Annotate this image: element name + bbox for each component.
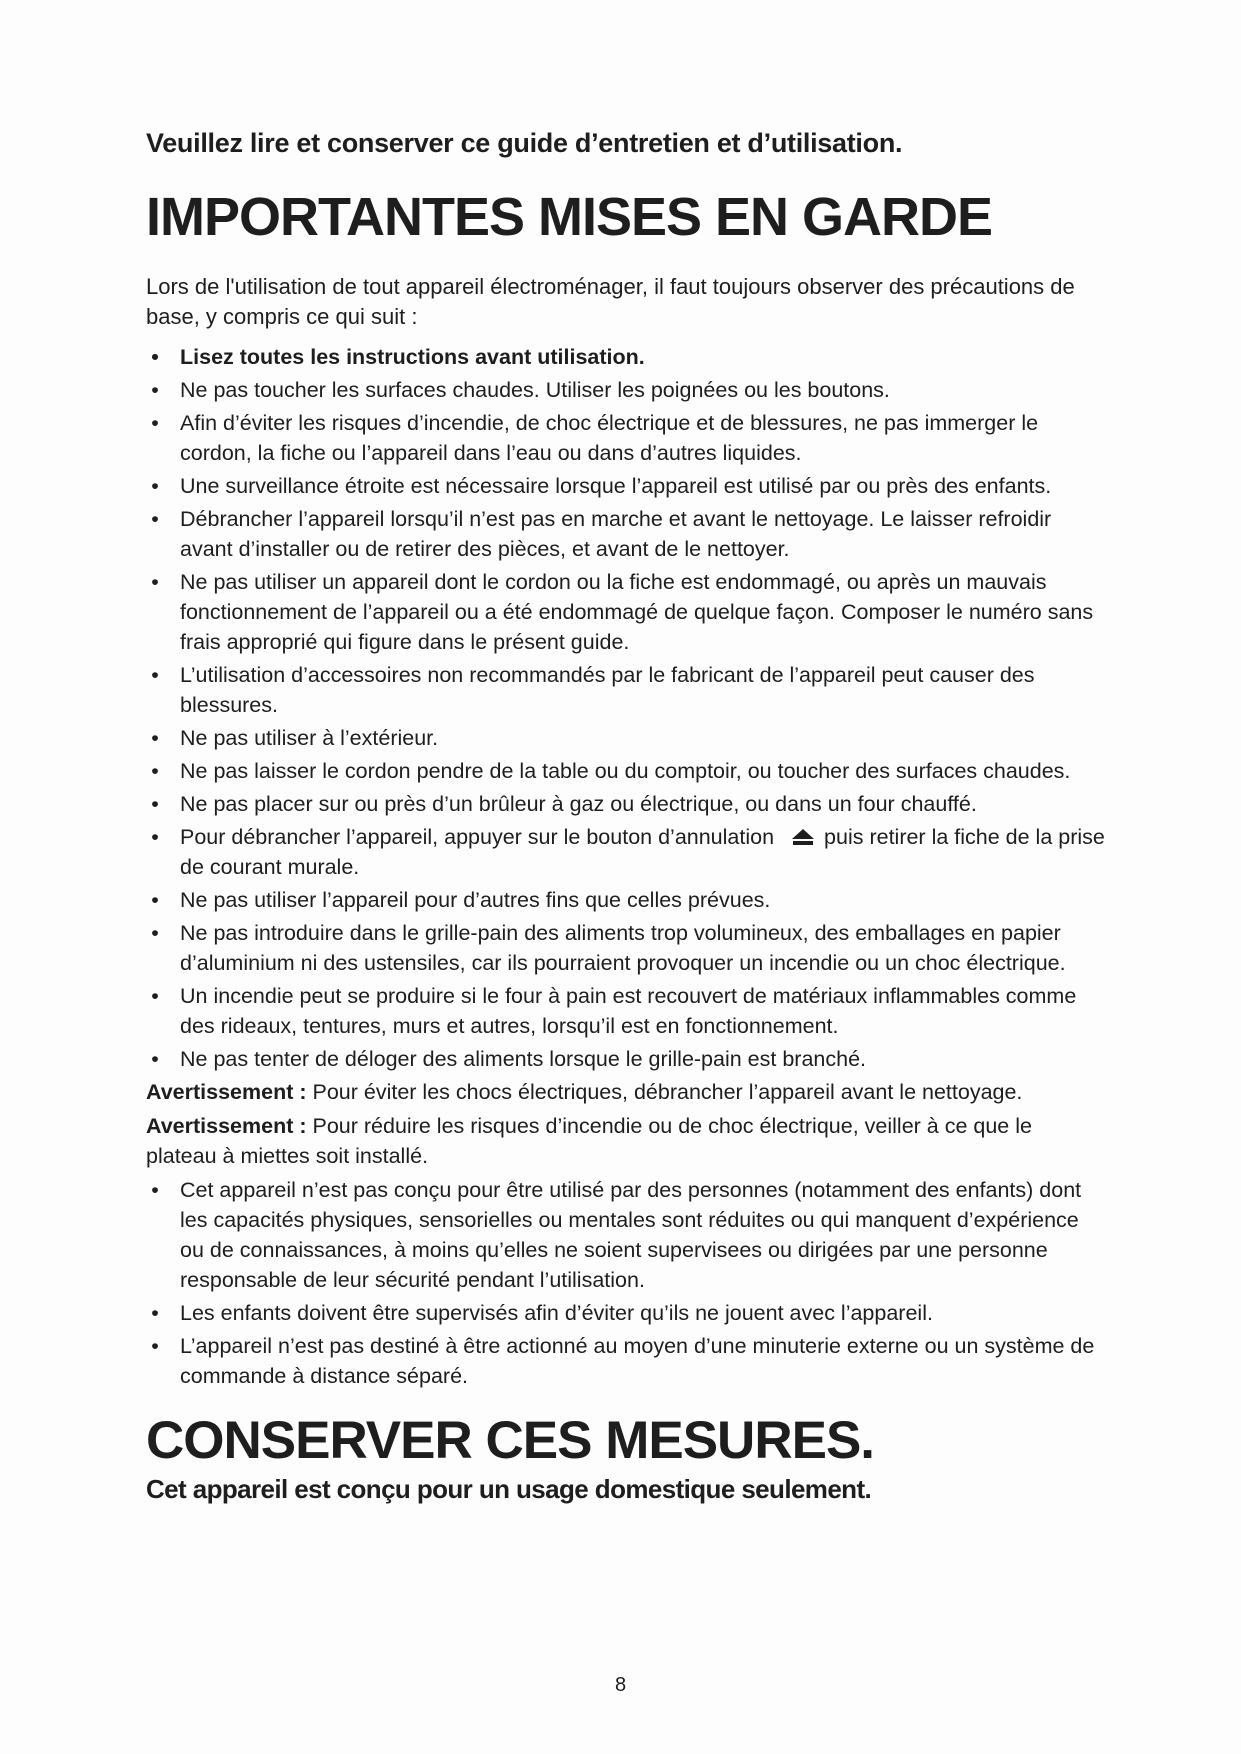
warning-item: • Ne pas utiliser à l’extérieur. (151, 725, 439, 750)
closing-title: CONSERVER CES MESURES. (146, 1410, 875, 1470)
warning-item: • Ne pas introduire dans le grille-pain des aliments trop volumineux, des emballages en papier d’aluminium ni des ustensiles, car ils pourraient provoquer un incendie ou un choc électrique. (151, 920, 1066, 975)
warnings-list-2 (146, 1175, 1106, 1391)
warning-item: • Débrancher l’appareil lorsqu’il n’est pas en marche et avant le nettoyage. Le laisser refroidir avant d’installer ou de retirer des pièces, et avant de le nettoyer. (151, 506, 1052, 561)
lead-paragraph: Lors de l'utilisation de tout appareil électroménager, il faut toujours observer des précautions de base, y compris ce qui suit : (146, 273, 1075, 329)
notice-label: Avertissement : (146, 1079, 307, 1104)
unplug-text-before: Pour débrancher l’appareil, appuyer sur le bouton d’annulation (180, 824, 775, 849)
warnings-list-1 (146, 342, 1106, 1074)
page-number: 8 (614, 1674, 627, 1696)
warning-item-unplug: • Pour débrancher l’appareil, appuyer sur le bouton d’annulation puis retirer la fiche de la prise de courant murale. (151, 824, 1105, 879)
unplug-text-after: puis retirer la fiche de la prise de courant murale. (180, 824, 1105, 879)
warning-item: • Ne pas toucher les surfaces chaudes. Utiliser les poignées ou les boutons. (151, 377, 890, 402)
warning-item: • Ne pas utiliser un appareil dont le cordon ou la fiche est endommagé, ou après un mauvais fonctionnement de l’appareil ou a été endommagé de quelque façon. Composer le numéro sans frais approprié qui figure dans le présent guide. (151, 569, 1094, 654)
warning-item: • Ne pas utiliser l’appareil pour d’autres fins que celles prévues. (151, 887, 771, 912)
warning-item: • Une surveillance étroite est nécessaire lorsque l’appareil est utilisé par ou près des enfants. (151, 473, 1052, 498)
notice-label: Avertissement : (146, 1113, 307, 1138)
notice-text: Pour réduire les risques d’incendie ou de choc électrique, veiller à ce que le plateau à miettes soit installé. (146, 1113, 1032, 1168)
closing-subtitle: Cet appareil est conçu pour un usage domestique seulement. (146, 1474, 872, 1505)
warning-item: • Lisez toutes les instructions avant utilisation. (151, 344, 645, 369)
warning-item: • Cet appareil n’est pas conçu pour être utilisé par des personnes (notamment des enfants) dont les capacités physiques, sensorielles ou mentales sont réduites ou qui manquent d’expérience ou de connaissances, à moins qu’elles ne soient supervisees ou dirigées par une personne responsable de leur sécurité pendant l’utilisation. (151, 1177, 1082, 1292)
warning-item: • Ne pas tenter de déloger des aliments lorsque le grille-pain est branché. (151, 1046, 867, 1071)
warning-item: • Afin d’éviter les risques d’incendie, de choc électrique et de blessures, ne pas immerger le cordon, la fiche ou l’appareil dans l’eau ou dans d’autres liquides. (151, 410, 1039, 465)
intro-heading: Veuillez lire et conserver ce guide d’entretien et d’utilisation. (146, 128, 903, 158)
page-content (146, 128, 1106, 1505)
warning-item: • L’utilisation d’accessoires non recommandés par le fabricant de l’appareil peut causer des blessures. (151, 662, 1035, 717)
warning-item: • Les enfants doivent être supervisés afin d’éviter qu’ils ne jouent avec l’appareil. (151, 1300, 933, 1325)
warning-item: • Ne pas placer sur ou près d’un brûleur à gaz ou électrique, ou dans un four chauffé. (151, 791, 977, 816)
warning-item: • L’appareil n’est pas destiné à être actionné au moyen d’une minuterie externe ou un système de commande à distance séparé. (151, 1333, 1095, 1388)
warning-item: • Un incendie peut se produire si le four à pain est recouvert de matériaux inflammables comme des rideaux, tentures, murs et autres, lorsqu’il est en fonctionnement. (151, 983, 1077, 1038)
warning-item: • Ne pas laisser le cordon pendre de la table ou du comptoir, ou toucher des surfaces chaudes. (151, 758, 1071, 783)
main-title: IMPORTANTES MISES EN GARDE (146, 187, 993, 247)
notice-text: Pour éviter les chocs électriques, débrancher l’appareil avant le nettoyage. (312, 1079, 1023, 1104)
cancel-button-icon (790, 824, 816, 842)
notice-1 (146, 1077, 1106, 1107)
notice-2 (146, 1111, 1106, 1171)
